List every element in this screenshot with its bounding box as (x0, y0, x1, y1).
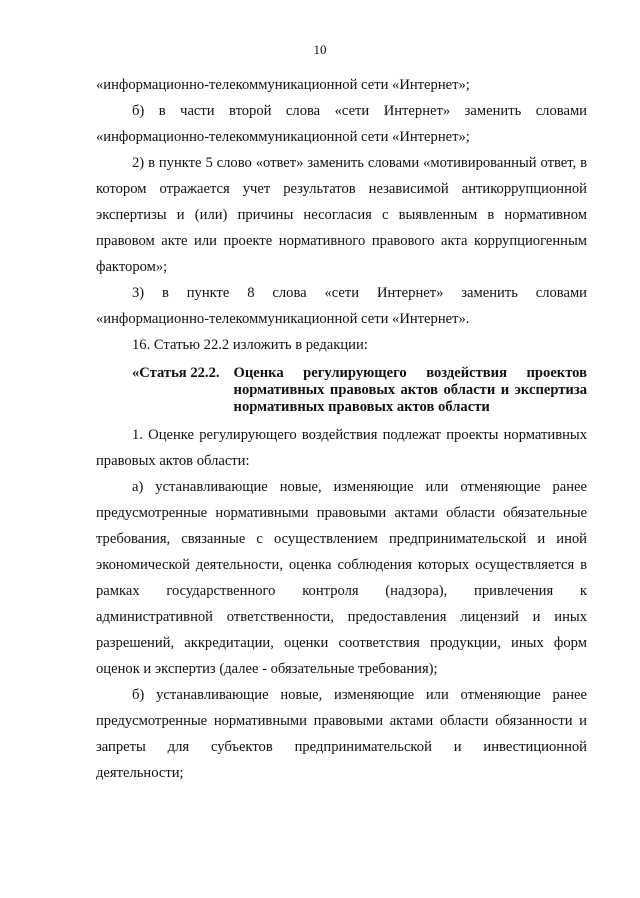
article-label: «Статья 22.2. (132, 365, 220, 381)
paragraph-item-2: 2) в пункте 5 слово «ответ» заменить словами «мотивированный ответ, в котором отражается учет результатов независимой антикоррупционной экспертизы и (или) причины несогласия с выявленным в нормативном правовом акте или проекте нормативного правового акта коррупциогенным фактором»; (96, 155, 587, 275)
paragraph-subclause-a: а) устанавливающие новые, изменяющие или отменяющие ранее предусмотренные нормативными правовыми актами области обязательные требования, связанные с осуществлением предпринимательской и иной экономической деятельности, оценка соблюдения которых осуществляется в рамках государственного контроля (надзора), привлечения к административной ответственности, предоставления лицензий и иных разрешений, аккредитации, оценки соответствия продукции, иных форм оценок и экспертиз (далее - обязательные требования); (96, 479, 587, 677)
article-heading (132, 365, 587, 416)
paragraph-continuation: «информационно-телекоммуникационной сети «Интернет»; (96, 77, 470, 93)
paragraph-item-b: б) в части второй слова «сети Интернет» заменить словами «информационно-телекоммуникационной сети «Интернет»; (96, 103, 587, 145)
page-number: 10 (313, 42, 327, 57)
paragraph-subclause-b: б) устанавливающие новые, изменяющие или отменяющие ранее предусмотренные нормативными правовыми актами области обязанности и запреты для субъектов предпринимательской и инвестиционной деятельности; (96, 687, 587, 781)
document-body (96, 72, 587, 786)
article-title: Оценка регулирующего воздействия проектов нормативных правовых актов области и экспертиза нормативных правовых актов области (233, 365, 587, 415)
paragraph-item-16: 16. Статью 22.2 изложить в редакции: (132, 337, 368, 353)
paragraph-item-3: 3) в пункте 8 слова «сети Интернет» заменить словами «информационно-телекоммуникационной сети «Интернет». (96, 285, 587, 327)
paragraph-clause-1: 1. Оценке регулирующего воздействия подлежат проекты нормативных правовых актов области: (96, 427, 587, 469)
